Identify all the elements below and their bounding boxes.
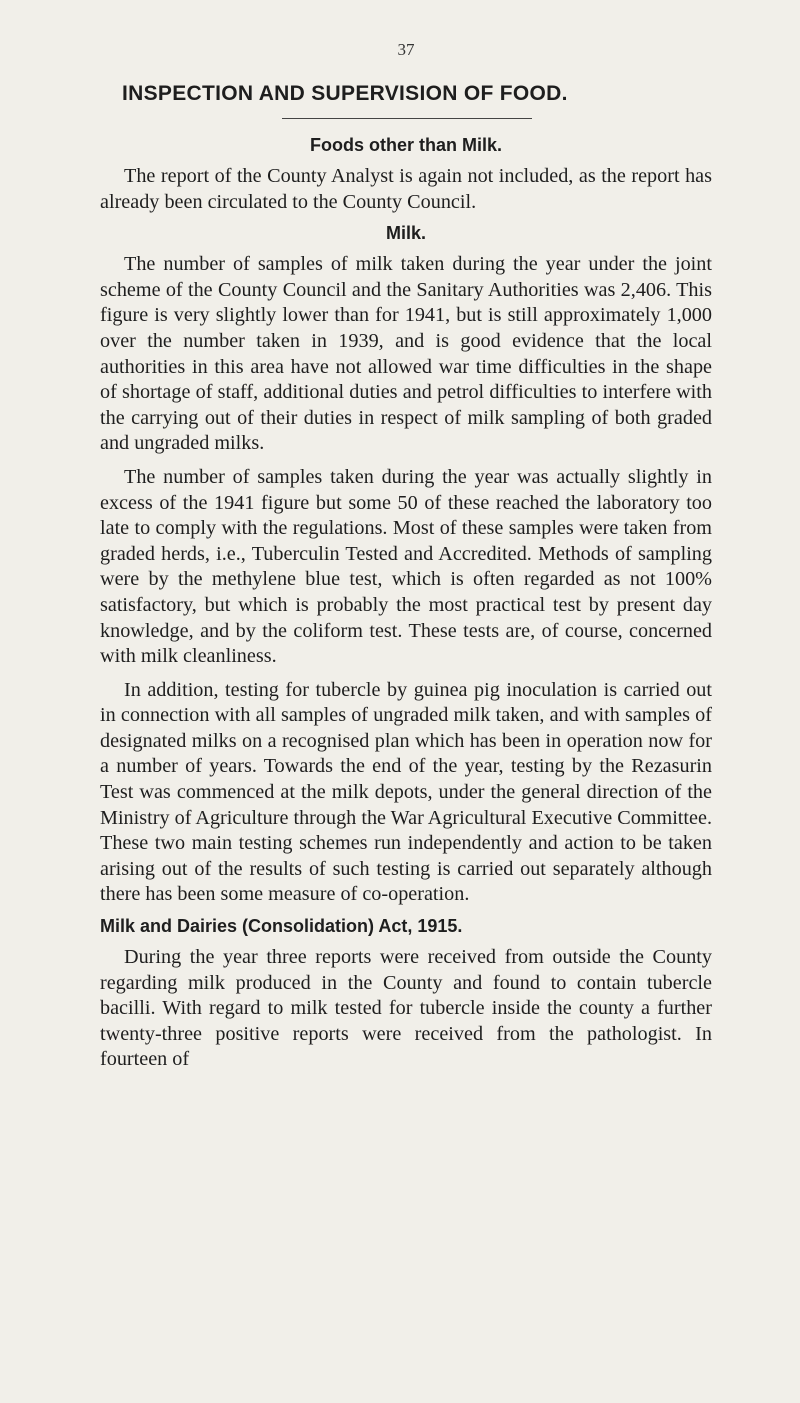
document-page <box>100 40 712 1081</box>
section-milk <box>100 223 712 908</box>
title-rule <box>282 118 532 119</box>
section-heading: Foods other than Milk. <box>310 135 502 155</box>
section-milk-and-dairies-act <box>100 916 712 1073</box>
paragraph: During the year three reports were received from outside the County regarding milk produced in the County and found to contain tubercle bacilli. With regard to milk tested for tubercle inside the county a further twenty-three positive reports were received from the pathologist. In fourteen of <box>100 946 712 1071</box>
section-heading: Milk and Dairies (Consolidation) Act, 1915. <box>100 916 463 937</box>
section-heading: Milk. <box>385 223 426 244</box>
page-number: 37 <box>397 40 415 59</box>
page-title: INSPECTION AND SUPERVISION OF FOOD. <box>122 82 568 105</box>
paragraph: In addition, testing for tubercle by guinea pig inoculation is carried out in connection with all samples of ungraded milk taken, and with samples of designated milks on a recognised plan which has been in operation now for a number of years. Towards the end of the year, testing by the Rezasurin Test was commenced at the milk depots, under the general direction of the Ministry of Agriculture through the War Agricultural Executive Committee. These two main testing schemes run independently and action to be taken arising out of the results of such testing is carried out separately although there has been some measure of co-operation. <box>100 678 712 906</box>
paragraph: The report of the County Analyst is again not included, as the report has already been circulated to the County Council. <box>100 165 712 213</box>
section-foods-other-than-milk <box>100 135 712 215</box>
paragraph: The number of samples taken during the year was actually slightly in excess of the 1941 figure but some 50 of these reached the laboratory too late to comply with the regulations. Most of these samples were taken from graded herds, i.e., Tuberculin Tested and Accredited. Methods of sampling were by the methylene blue test, which is often regarded as not 100% satisfactory, but which is probably the most practical test by present day knowledge, and by the coliform test. These tests are, of course, concerned with milk cleanliness. <box>100 465 712 668</box>
paragraph: The number of samples of milk taken during the year under the joint scheme of the County Council and the Sanitary Authorities was 2,406. This figure is very slightly lower than for 1941, but is still approximately 1,000 over the number taken in 1939, and is good evidence that the local authorities in this area have not allowed war time difficulties in the shape of shortage of staff, additional duties and petrol difficulties to interfere with the carrying out of their duties in respect of milk sampling of both graded and ungraded milks. <box>100 253 712 455</box>
